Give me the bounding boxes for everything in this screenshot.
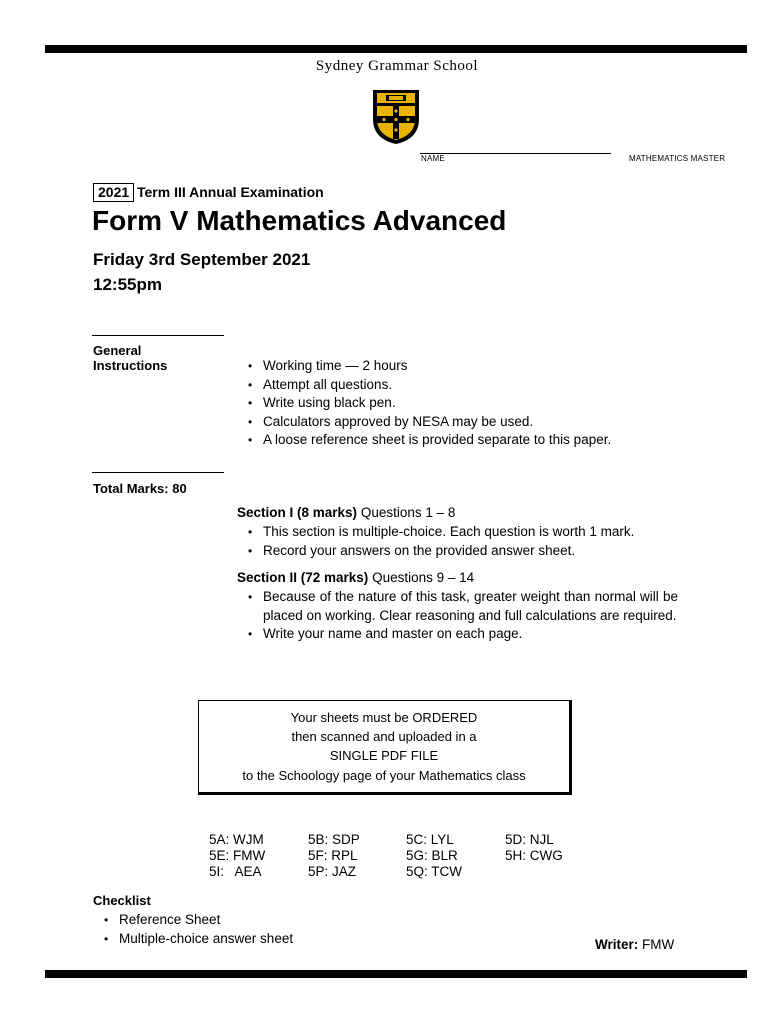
name-line [420,153,611,154]
top-rule [45,45,747,53]
exam-year-box: 2021 [93,183,134,202]
exam-term: Term III Annual Examination [137,184,324,200]
list-item: • Write your name and master on each page. [237,625,678,644]
exam-date: Friday 3rd September 2021 [93,250,311,269]
exam-title: Form V Mathematics Advanced [92,205,507,236]
total-marks-rule [92,472,224,473]
masters-column: 5A: WJM 5E: FMW 5I: AEA [209,832,266,879]
upload-notice-box: Your sheets must be ORDERED then scanned and uploaded in a SINGLE PDF FILE to the Schoology page of your Mathematics class [198,700,572,795]
school-crest-icon [372,89,420,145]
section2-heading: Section II (72 marks) Questions 9 – 14 [237,570,475,585]
general-rule [92,335,224,336]
general-instructions-list [237,357,611,450]
masters-column: 5D: NJL 5H: CWG [505,832,563,863]
list-item: • This section is multiple-choice. Each question is worth 1 mark. [237,523,678,542]
total-marks: Total Marks: 80 [93,481,187,496]
list-item: • Working time — 2 hours [237,357,611,376]
section1-heading: Section I (8 marks) Questions 1 – 8 [237,505,456,520]
masters-column: 5B: SDP 5F: RPL 5P: JAZ [308,832,360,879]
general-instructions-heading: General Instructions [93,343,168,373]
bottom-rule [45,970,747,978]
master-label: MATHEMATICS MASTER [629,154,726,163]
list-item: • Reference Sheet [93,911,293,930]
name-label: NAME [421,154,445,163]
list-item: • Attempt all questions. [237,376,611,395]
list-item: • Write using black pen. [237,394,611,413]
checklist-list [93,911,293,948]
list-item: • Record your answers on the provided answer sheet. [237,542,678,561]
list-item: • A loose reference sheet is provided separate to this paper. [237,431,611,450]
school-name: Sydney Grammar School [315,58,479,74]
masters-column: 5C: LYL 5G: BLR 5Q: TCW [406,832,463,879]
checklist-heading: Checklist [93,893,151,908]
list-item: • Calculators approved by NESA may be used. [237,413,611,432]
section2-list [237,588,678,644]
section1-list [237,523,678,560]
list-item: • Multiple-choice answer sheet [93,930,293,949]
list-item: • Because of the nature of this task, greater weight than normal will be placed on working. Clear reasoning and full calculations are required. [237,588,678,625]
exam-time: 12:55pm [93,275,162,294]
writer: Writer: FMW [595,937,675,952]
